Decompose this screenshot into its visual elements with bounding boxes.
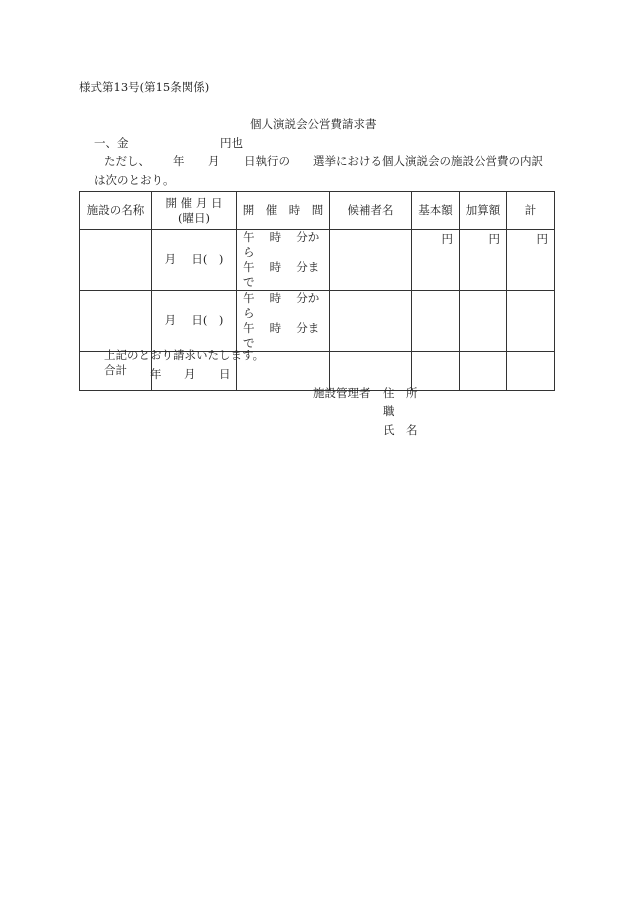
date-year: 年 [150,367,162,381]
table-row [80,290,555,351]
time-to: 午 時 分まで [243,320,320,350]
amount-prefix: 一、金 [94,136,129,150]
cell-date: 月 日( ) [152,230,237,291]
cell-facility [80,290,152,351]
signature-name: 氏 名 [383,423,418,437]
cell-candidate [330,290,412,351]
header-candidate: 候補者名 [330,192,412,230]
time-from: 午 時 分から [243,230,320,259]
note-day-exec: 日執行の [244,154,290,168]
cell-base [412,290,460,351]
cell-time [237,230,330,291]
signature-position: 職 [383,404,395,418]
cell-total: 円 [507,230,555,291]
note-rest: 選挙における個人演説会の施設公営費の内訳 [313,154,543,168]
note-tadashi: ただし、 [104,154,150,168]
cell-empty [507,351,555,390]
date-month: 月 [184,367,196,381]
date-day: 日 [219,367,231,381]
cell-extra [460,290,507,351]
amount-suffix: 円也 [220,136,243,150]
cell-sum-label: 合計 [80,351,152,390]
header-time: 開 催 時 間 [237,192,330,230]
signature-role: 施設管理者 [313,386,371,400]
cell-extra: 円 [460,230,507,291]
cell-candidate [330,230,412,291]
table-row [80,230,555,291]
note-year: 年 [173,154,185,168]
header-total: 計 [507,192,555,230]
closing-text: 上記のとおり請求いたします。 [104,348,265,362]
header-extra: 加算額 [460,192,507,230]
header-facility: 施設の名称 [80,192,152,230]
header-date-line1: 開 催 月 日 [165,195,223,210]
cell-base: 円 [412,230,460,291]
cell-facility [80,230,152,291]
cell-time [237,290,330,351]
signature-address: 住 所 [383,386,418,400]
cell-total [507,290,555,351]
time-from: 午 時 分から [243,290,320,320]
note-month: 月 [208,154,220,168]
table-header-row [80,192,555,230]
header-base: 基本額 [412,192,460,230]
document-title: 個人演説会公営費請求書 [250,117,377,131]
form-number: 様式第13号(第15条関係) [79,80,210,94]
note-line2: は次のとおり。 [94,173,175,187]
header-date-line2: (曜日) [178,210,210,225]
cell-empty [412,351,460,390]
cell-date: 月 日( ) [152,290,237,351]
cell-empty [330,351,412,390]
header-date [152,192,237,230]
time-to: 午 時 分まで [243,259,320,289]
cell-empty [460,351,507,390]
